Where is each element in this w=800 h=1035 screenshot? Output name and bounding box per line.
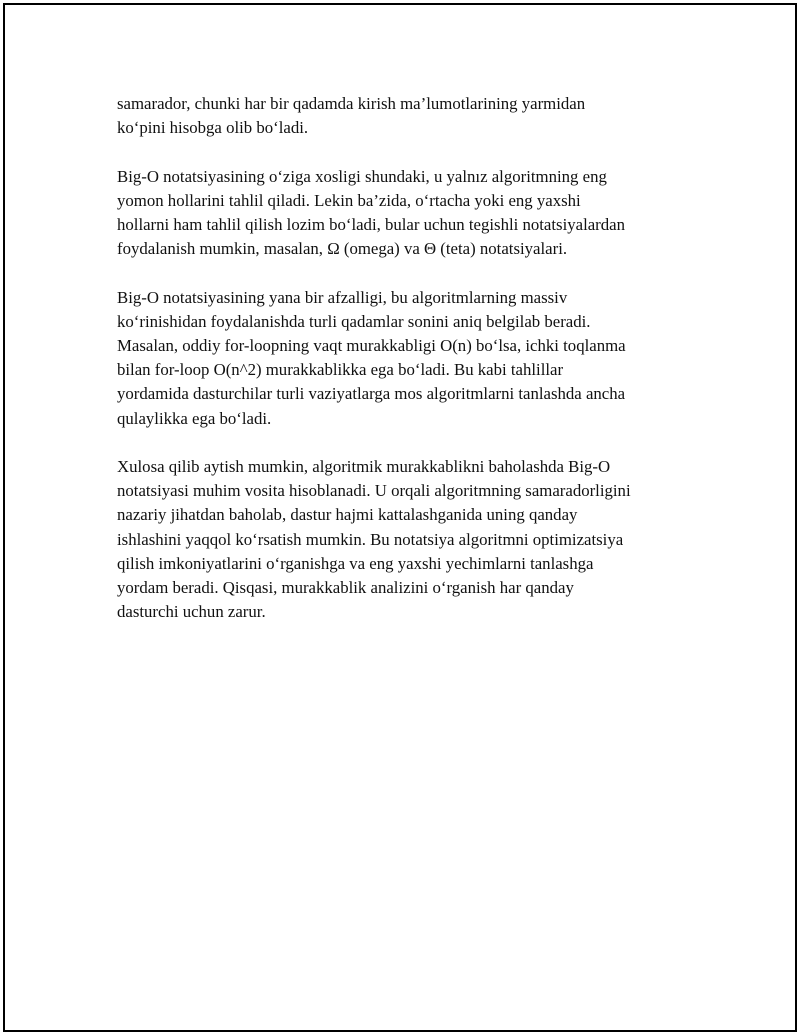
paragraph-line: nazariy jihatdan baholab, dastur hajmi kattalashganida uning qanday	[117, 505, 578, 525]
paragraph-line: Big-O notatsiyasining o‘ziga xosligi shundaki, u yalnız algoritmning eng	[117, 166, 607, 186]
paragraph-line: foydalanish mumkin, masalan, Ω (omega) va Θ (teta) notatsiyalari.	[117, 239, 568, 259]
paragraph-line: Masalan, oddiy for-loopning vaqt murakkabligi O(n) bo‘lsa, ichki toqlanma	[117, 336, 626, 355]
paragraph-2	[117, 165, 697, 262]
paragraph-line: Big-O notatsiyasining yana bir afzalligi, bu algoritmlarning massiv	[117, 287, 568, 307]
paragraph-line: dasturchi uchun zarur.	[117, 602, 266, 622]
paragraph-line: ko‘rinishidan foydalanishda turli qadamlar sonini aniq belgilab beradi.	[117, 311, 591, 331]
paragraph-line: samarador, chunki har bir qadamda kirish ma’lumotlarining yarmidan	[117, 94, 586, 113]
paragraph-1	[117, 92, 697, 140]
document-body	[117, 92, 697, 649]
paragraph-line: ishlashini yaqqol ko‘rsatish mumkin. Bu notatsiya algoritmni optimizatsiya	[117, 529, 624, 549]
paragraph-line: yordam beradi. Qisqasi, murakkablik analizini o‘rganish har qanday	[117, 578, 574, 598]
paragraph-4	[117, 455, 697, 624]
paragraph-line: hollarni ham tahlil qilish lozim bo‘ladi, bular uchun tegishli notatsiyalardan	[117, 215, 625, 234]
paragraph-3	[117, 286, 697, 431]
paragraph-line: qilish imkoniyatlarini o‘rganishga va eng yaxshi yechimlarni tanlashga	[117, 553, 594, 573]
paragraph-line: notatsiyasi muhim vosita hisoblanadi. U orqali algoritmning samaradorligini	[117, 481, 631, 501]
paragraph-line: yordamida dasturchilar turli vaziyatlarga mos algoritmlarni tanlashda ancha	[117, 384, 626, 404]
paragraph-line: ko‘pini hisobga olib bo‘ladi.	[117, 118, 309, 138]
paragraph-line: bilan for-loop O(n^2) murakkablikka ega bo‘ladi. Bu kabi tahlillar	[117, 360, 564, 380]
paragraph-line: yomon hollarini tahlil qiladi. Lekin ba’zida, o‘rtacha yoki eng yaxshi	[117, 190, 581, 210]
paragraph-line: qulaylikka ega bo‘ladi.	[117, 408, 272, 428]
paragraph-line: Xulosa qilib aytish mumkin, algoritmik murakkablikni baholashda Big-O	[117, 457, 611, 476]
